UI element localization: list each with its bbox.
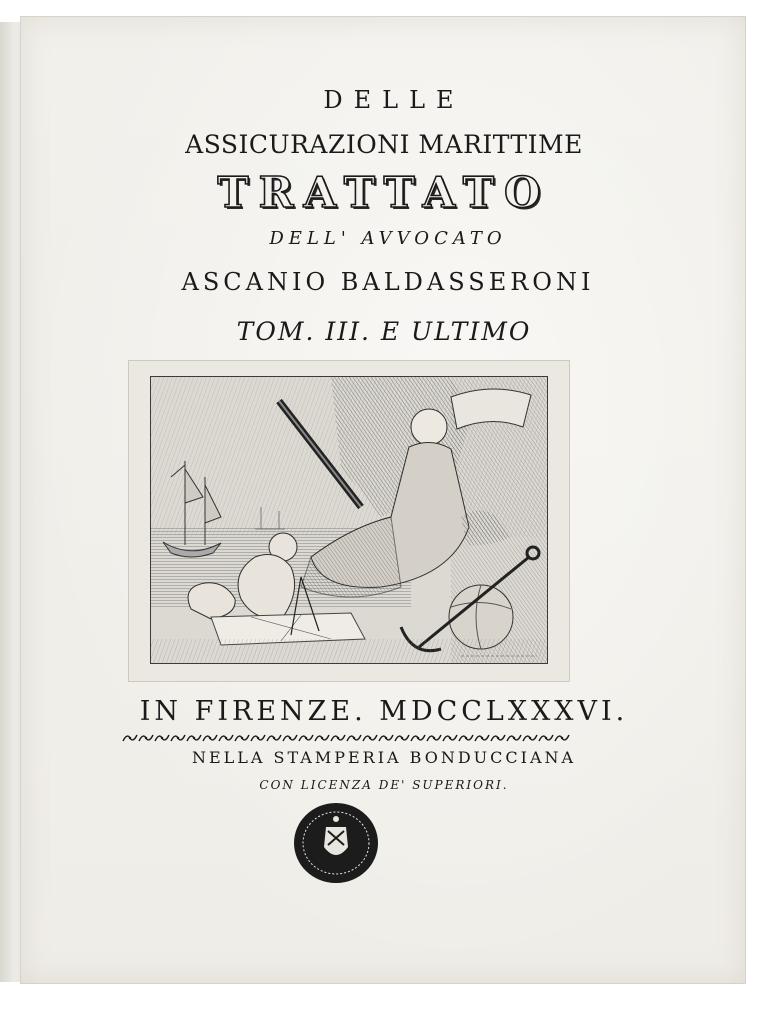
library-stamp-icon (292, 801, 380, 885)
title-line-subject: ASSICURAZIONI MARITTIME (185, 130, 583, 159)
title-line-delle: DELLE (323, 86, 465, 114)
imprint-printer: NELLA STAMPERIA BONDUCCIANA (191, 748, 577, 767)
engraving-illustration (151, 377, 547, 663)
imprint-place-date: IN FIRENZE. MDCCLXXXVI. (139, 696, 629, 727)
frontispiece-engraving (150, 376, 548, 664)
author-name: ASCANIO BALDASSERONI (181, 268, 595, 296)
ornamental-rule (122, 731, 570, 745)
title-line-trattato: TRATTATO (217, 168, 551, 217)
author-prefix: DELL' AVVOCATO (269, 228, 507, 249)
volume-line: TOM. III. E ULTIMO (236, 317, 532, 346)
imprint-license: CON LICENZA DE' SUPERIORI. (259, 778, 509, 792)
